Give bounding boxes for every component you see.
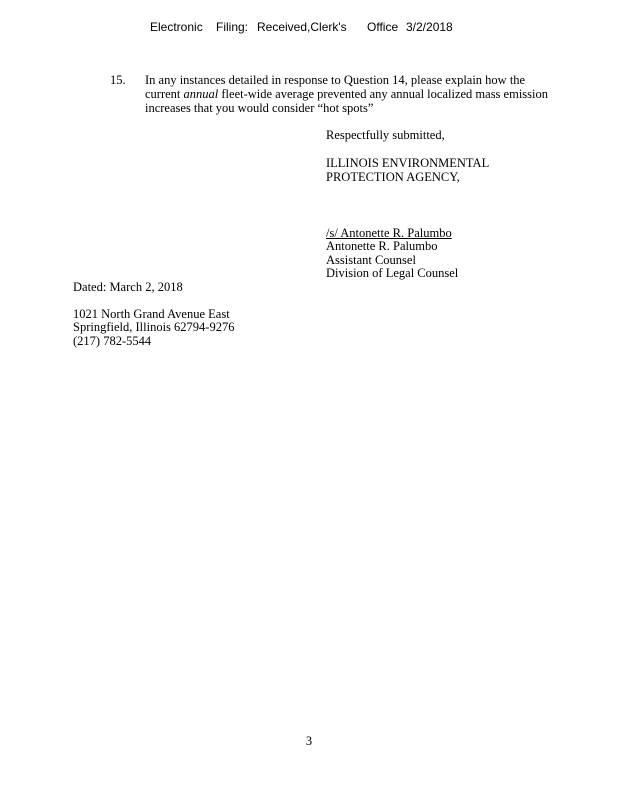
address-phone: (217) 782-5544 bbox=[73, 334, 152, 348]
org-name-line-2: PROTECTION AGENCY, bbox=[326, 170, 460, 184]
address-city: Springfield, Illinois 62794-9276 bbox=[73, 320, 235, 334]
question-emphasis: annual bbox=[183, 87, 219, 101]
electronic-signature: /s/ Antonette R. Palumbo bbox=[326, 226, 452, 240]
address-street: 1021 North Grand Avenue East bbox=[73, 307, 230, 321]
question-line-2-prefix: current bbox=[145, 87, 181, 101]
signer-name: Antonette R. Palumbo bbox=[326, 239, 438, 253]
closing: Respectfully submitted, bbox=[326, 128, 445, 142]
dated-line: Dated: March 2, 2018 bbox=[73, 280, 183, 294]
header-date: 3/2/2018 bbox=[406, 20, 453, 34]
header-electronic: Electronic bbox=[150, 20, 203, 34]
question-line-3: increases that you would consider “hot spots” bbox=[145, 101, 374, 115]
question-line-2 bbox=[145, 87, 585, 101]
question-line-2-rest: fleet-wide average prevented any annual localized mass emission bbox=[218, 87, 548, 101]
question-number: 15. bbox=[110, 73, 126, 87]
signer-title: Assistant Counsel bbox=[326, 253, 416, 267]
header-filing: Filing: bbox=[216, 20, 249, 34]
question-line-1: In any instances detailed in response to Question 14, please explain how the bbox=[145, 73, 526, 87]
signer-division: Division of Legal Counsel bbox=[326, 266, 459, 280]
question-text bbox=[145, 73, 585, 115]
org-name-line-1: ILLINOIS ENVIRONMENTAL bbox=[326, 156, 490, 170]
header-received: Received,Clerk's bbox=[257, 20, 347, 34]
header-office: Office bbox=[367, 20, 399, 34]
page-number: 3 bbox=[305, 734, 313, 748]
